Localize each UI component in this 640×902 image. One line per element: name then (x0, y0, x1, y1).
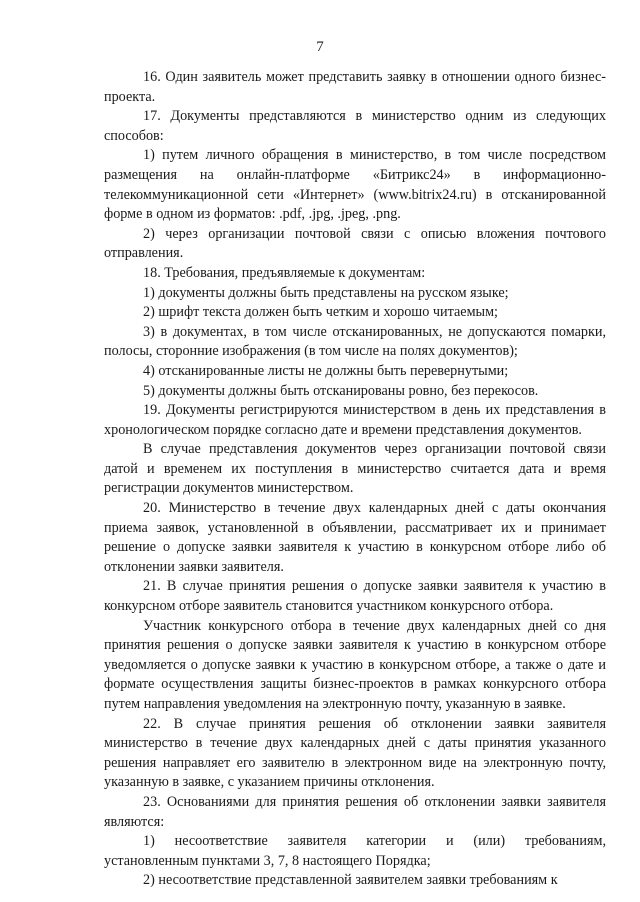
paragraph-18-item-1: 1) документы должны быть представлены на русском языке; (143, 284, 509, 301)
paragraph-17: 17. Документы представляются в министерство одним из следующих способов: (104, 108, 606, 144)
document-body (104, 68, 606, 891)
paragraph-23: 23. Основаниями для принятия решения об отклонении заявки заявителя являются: (104, 793, 606, 830)
paragraph-18-item-2: 2) шрифт текста должен быть четким и хорошо читаемым; (143, 304, 498, 321)
paragraph-19: 19. Документы регистрируются министерством в день их представления в хронологическом порядке согласно дате и времени представления документов. (104, 402, 606, 438)
paragraph-21: 21. В случае принятия решения о допуске заявки заявителя к участию в конкурсном отборе заявитель становится участником конкурсного отбора. (104, 578, 606, 615)
paragraph-18-item-4: 4) отсканированные листы не должны быть перевернутыми; (143, 362, 509, 379)
paragraph-23-item-2: 2) несоответствие представленной заявителем заявки требованиям к (143, 872, 558, 889)
paragraph-16: 16. Один заявитель может представить заявку в отношении одного бизнес-проекта. (104, 69, 606, 105)
paragraph-20: 20. Министерство в течение двух календарных дней с даты окончания приема заявок, установленной в объявлении, рассматривает их и принимает решение о допуске заявки заявителя к участию в конкурсном отборе либо об отклонении заявки заявителя. (104, 500, 606, 575)
paragraph-22: 22. В случае принятия решения об отклонении заявки заявителя министерство в течение двух календарных дней с даты принятия указанного решения направляет его заявителю в электронном виде на электронную почту, указанную в заявке, с указанием причины отклонения. (104, 715, 606, 791)
paragraph-23-item-1: 1) несоответствие заявителя категории и (или) требованиям, установленным пунктами 3, 7, 8 настоящего Порядка; (104, 833, 606, 869)
paragraph-19-postal: В случае представления документов через организации почтовой связи датой и временем их поступления в министерство считается дата и время регистрации документов министерством. (104, 441, 606, 497)
page-number: 7 (316, 39, 324, 55)
paragraph-18-item-5: 5) документы должны быть отсканированы ровно, без перекосов. (143, 382, 539, 399)
paragraph-18: 18. Требования, предъявляемые к документам: (143, 264, 426, 281)
paragraph-17-item-1: 1) путем личного обращения в министерство, в том числе посредством размещения на онлайн-платформе «Битрикс24» в информационно-телекоммуникационной сети «Интернет» (www.bitrix24.ru) в отсканированной форме в одном из форматов: .pdf, .jpg, .jpeg, .png. (104, 147, 606, 223)
paragraph-18-item-3: 3) в документах, в том числе отсканированных, не допускаются помарки, полосы, сторонние изображения (в том числе на полях документов); (104, 323, 606, 360)
paragraph-17-item-2: 2) через организации почтовой связи с описью вложения почтового отправления. (104, 225, 606, 262)
paragraph-21-notice: Участник конкурсного отбора в течение двух календарных дней со дня принятия решения о допуске заявки заявителя к участию в конкурсном отборе уведомляется о допуске заявки к участию в конкурсном отборе, а также о дате и формате осуществления защиты бизнес-проектов в рамках конкурсного отбора путем направления уведомления на электронную почту, указанную в заявке. (104, 617, 606, 712)
